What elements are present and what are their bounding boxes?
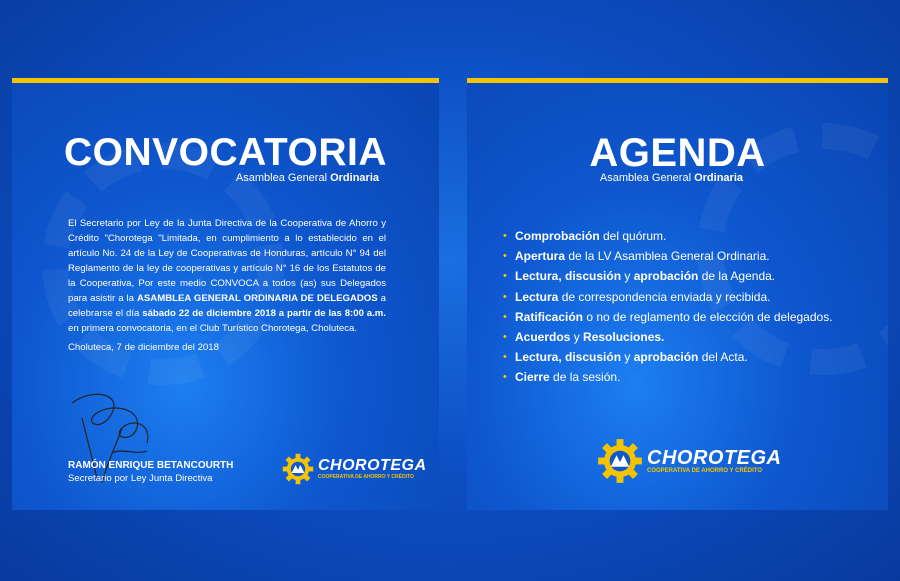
body-part-2: a celebrarse el día	[68, 293, 386, 319]
body-part-1: El Secretario por Ley de la Junta Directiva de la Cooperativa de Ahorro y Crédito "Chorotega "Limitada, en cumplimiento a lo establecido en el artículo No. 24 de la Ley de Cooperativas de Honduras, artículo N° 94 del Reglamento de la ley de cooperativas y artículo N° 16 de los Estatutos de la Cooperativa, Por este medio CONVOCA a todos (as) sus Delegados para asistir a la	[68, 218, 386, 304]
subtitle-bold: Ordinaria	[694, 172, 743, 184]
convocatoria-panel	[12, 78, 439, 510]
body-part-3: en primera convocatoria, en el Club Turístico Chorotega, Choluteca.	[68, 323, 358, 334]
agenda-item: • Lectura de correspondencia enviada y recibida.	[503, 287, 833, 307]
gear-logo-icon	[282, 453, 314, 485]
convocatoria-subtitle	[236, 172, 379, 184]
convocatoria-body	[68, 216, 386, 336]
signer-role: Secretario por Ley Junta Directiva	[68, 473, 213, 484]
agenda-title: AGENDA	[589, 131, 766, 175]
subtitle-regular: Asamblea General	[235, 172, 328, 184]
body-bold-date: sábado 22 de diciembre 2018 a partir de las 8:00 a.m.	[142, 308, 386, 319]
convocatoria-date: Choluteca, 7 de diciembre del 2018	[68, 342, 219, 353]
agenda-panel	[467, 78, 888, 510]
gear-logo-icon	[597, 438, 643, 484]
agenda-item: • Ratificación o no de reglamento de elección de delegados.	[503, 307, 833, 327]
subtitle-bold: Ordinaria	[330, 172, 379, 184]
chorotega-logo	[597, 438, 782, 484]
logo-name: CHOROTEGA	[318, 457, 427, 474]
agenda-item: • Lectura, discusión y aprobación del Acta.	[503, 347, 833, 367]
agenda-item: • Cierre de la sesión.	[503, 367, 833, 387]
convocatoria-title: CONVOCATORIA	[63, 131, 388, 174]
logo-name: CHOROTEGA	[647, 447, 782, 469]
subtitle-regular: Asamblea General	[599, 172, 692, 184]
logo-subtitle: COOPERATIVA DE AHORRO Y CRÉDITO	[318, 474, 414, 480]
agenda-item: • Comprobación del quórum.	[503, 226, 833, 246]
agenda-item: • Apertura de la LV Asamblea General Ordinaria.	[503, 246, 833, 266]
logo-subtitle: COOPERATIVA DE AHORRO Y CRÉDITO	[647, 468, 763, 474]
agenda-item: • Lectura, discusión y aprobación de la Agenda.	[503, 266, 833, 286]
agenda-subtitle	[600, 172, 743, 184]
agenda-item: • Acuerdos y Resoluciones.	[503, 327, 833, 347]
signer-name: RAMÓN ENRIQUE BETANCOURTH	[68, 460, 234, 471]
body-bold-assembly: ASAMBLEA GENERAL ORDINARIA DE DELEGADOS	[136, 293, 378, 304]
agenda-list	[503, 226, 833, 388]
chorotega-logo	[282, 453, 427, 485]
